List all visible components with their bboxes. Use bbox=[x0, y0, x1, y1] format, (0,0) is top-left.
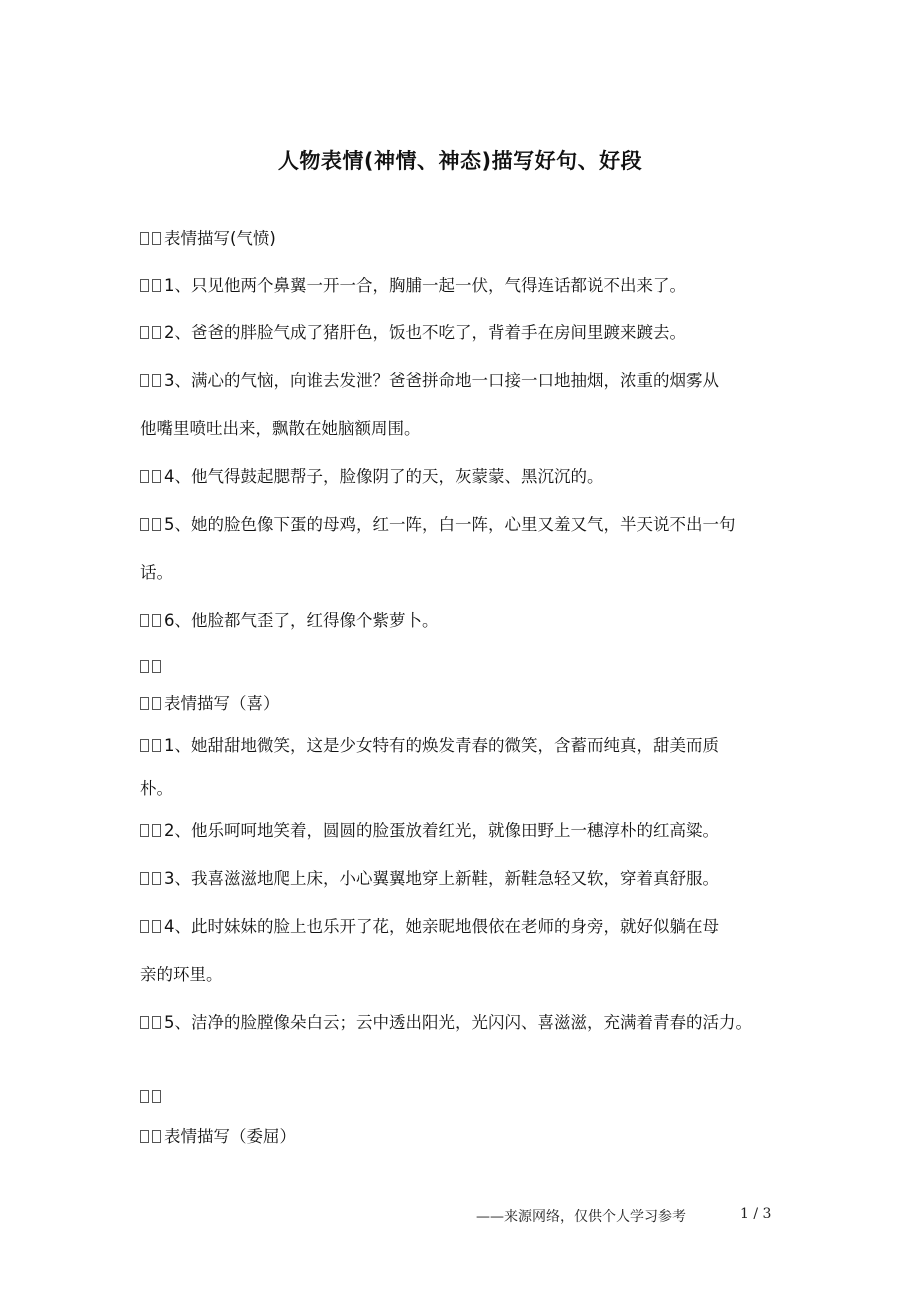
missing-glyph-icon bbox=[140, 824, 149, 837]
missing-glyph-icon bbox=[140, 697, 149, 710]
paragraph-text: 1、她甜甜地微笑，这是少女特有的焕发青春的微笑，含蓄而纯真，甜美而质 bbox=[164, 736, 719, 755]
missing-glyph-icon bbox=[140, 1016, 149, 1029]
paragraph bbox=[140, 608, 439, 633]
paragraph-text: 2、爸爸的胖脸气成了猪肝色，饭也不吃了，背着手在房间里踱来踱去。 bbox=[164, 323, 686, 342]
paragraph-text: 话。 bbox=[140, 563, 173, 582]
missing-glyph-icon bbox=[140, 470, 149, 483]
paragraph-continuation bbox=[140, 560, 173, 585]
section-heading-joy: 表情描写（喜） bbox=[164, 694, 280, 713]
paragraph-continuation bbox=[140, 776, 173, 801]
missing-glyph-icon bbox=[152, 697, 161, 710]
missing-glyph-icon bbox=[140, 920, 149, 933]
missing-glyph-icon bbox=[152, 470, 161, 483]
missing-glyph-icon bbox=[140, 872, 149, 885]
paragraph bbox=[140, 1124, 296, 1149]
paragraph-text: 亲的环里。 bbox=[140, 965, 223, 984]
missing-glyph-icon bbox=[140, 326, 149, 339]
missing-glyph-icon bbox=[152, 1130, 161, 1143]
paragraph-continuation bbox=[140, 416, 421, 441]
missing-glyph-icon bbox=[140, 518, 149, 531]
missing-glyph-icon bbox=[140, 614, 149, 627]
missing-glyph-icon bbox=[140, 1130, 149, 1143]
missing-glyph-icon bbox=[152, 739, 161, 752]
missing-glyph-icon bbox=[140, 1090, 149, 1103]
paragraph bbox=[140, 733, 719, 758]
paragraph-text: 6、他脸都气歪了，红得像个紫萝卜。 bbox=[164, 611, 439, 630]
paragraph-text: 2、他乐呵呵地笑着，圆圆的脸蛋放着红光，就像田野上一穗淳朴的红高粱。 bbox=[164, 821, 719, 840]
section-heading-anger: 表情描写(气愤) bbox=[164, 229, 276, 248]
missing-glyph-icon bbox=[140, 279, 149, 292]
missing-glyph-icon bbox=[152, 1016, 161, 1029]
paragraph-text: 5、她的脸色像下蛋的母鸡，红一阵，白一阵，心里又羞又气，半天说不出一句 bbox=[164, 515, 736, 534]
paragraph-text: 3、我喜滋滋地爬上床，小心翼翼地穿上新鞋，新鞋急轻又软，穿着真舒服。 bbox=[164, 869, 719, 888]
missing-glyph-icon bbox=[152, 279, 161, 292]
paragraph-text: 朴。 bbox=[140, 779, 173, 798]
missing-glyph-icon bbox=[152, 614, 161, 627]
missing-glyph-icon bbox=[152, 518, 161, 531]
page-title: 人物表情(神情、神态)描写好句、好段 bbox=[277, 149, 643, 173]
empty-paragraph bbox=[140, 1084, 164, 1109]
missing-glyph-icon bbox=[152, 824, 161, 837]
missing-glyph-icon bbox=[140, 739, 149, 752]
paragraph bbox=[140, 1010, 752, 1035]
paragraph bbox=[140, 368, 719, 393]
missing-glyph-icon bbox=[152, 872, 161, 885]
missing-glyph-icon bbox=[152, 374, 161, 387]
section-heading-grievance: 表情描写（委屈） bbox=[164, 1127, 296, 1146]
missing-glyph-icon bbox=[152, 1090, 161, 1103]
paragraph bbox=[140, 691, 280, 716]
paragraph-text: 4、此时妹妹的脸上也乐开了花，她亲昵地偎依在老师的身旁，就好似躺在母 bbox=[164, 917, 719, 936]
paragraph-text: 他嘴里喷吐出来，飘散在她脑额周围。 bbox=[140, 419, 421, 438]
missing-glyph-icon bbox=[152, 326, 161, 339]
paragraph-text: 4、他气得鼓起腮帮子，脸像阴了的天，灰蒙蒙、黑沉沉的。 bbox=[164, 467, 604, 486]
missing-glyph-icon bbox=[152, 920, 161, 933]
paragraph-text: 5、洁净的脸膛像朵白云；云中透出阳光，光闪闪、喜滋滋，充满着青春的活力。 bbox=[164, 1013, 752, 1032]
paragraph-text: 3、满心的气恼，向谁去发泄？爸爸拼命地一口接一口地抽烟，浓重的烟雾从 bbox=[164, 371, 719, 390]
page-number: 1 / 3 bbox=[740, 1206, 772, 1222]
paragraph bbox=[140, 866, 719, 891]
empty-paragraph bbox=[140, 654, 164, 679]
footer-source-note: ——来源网络，仅供个人学习参考 bbox=[476, 1209, 686, 1225]
missing-glyph-icon bbox=[140, 232, 149, 245]
missing-glyph-icon bbox=[140, 374, 149, 387]
page-footer bbox=[0, 1206, 920, 1226]
missing-glyph-icon bbox=[152, 660, 161, 673]
paragraph-text: 1、只见他两个鼻翼一开一合，胸脯一起一伏，气得连话都说不出来了。 bbox=[164, 276, 686, 295]
paragraph bbox=[140, 914, 719, 939]
paragraph bbox=[140, 512, 736, 537]
missing-glyph-icon bbox=[152, 232, 161, 245]
missing-glyph-icon bbox=[140, 660, 149, 673]
paragraph bbox=[140, 818, 719, 843]
paragraph bbox=[140, 320, 686, 345]
paragraph-continuation bbox=[140, 962, 223, 987]
paragraph bbox=[140, 226, 276, 251]
paragraph bbox=[140, 464, 604, 489]
paragraph bbox=[140, 273, 686, 298]
